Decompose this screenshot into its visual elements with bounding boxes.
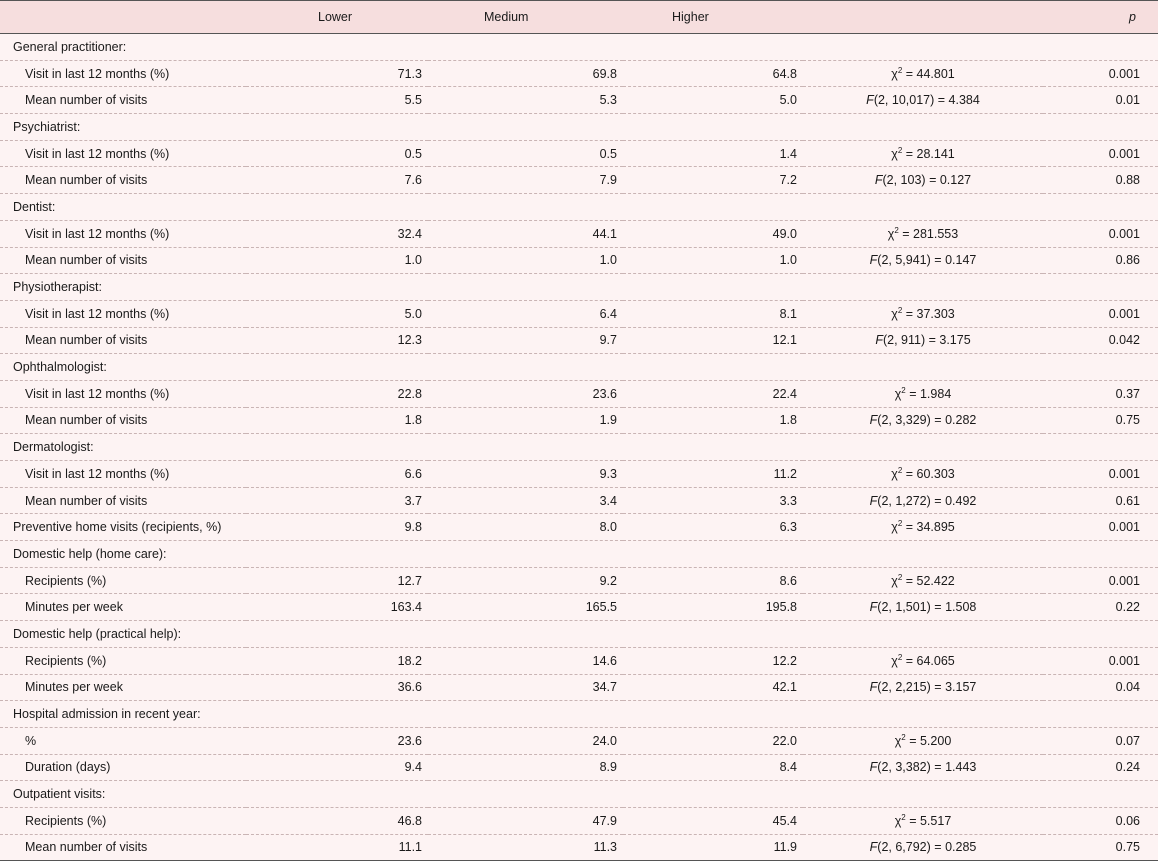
statistic-value: 0.492 <box>945 493 977 508</box>
value-higher <box>623 434 803 461</box>
value-higher: 12.1 <box>623 327 803 354</box>
test-statistic <box>803 754 1043 781</box>
p-value: 0.001 <box>1043 647 1158 674</box>
table-row <box>0 60 1158 87</box>
value-lower: 46.8 <box>246 807 428 834</box>
section-row <box>0 354 1158 381</box>
equals-sign: = <box>934 93 949 108</box>
test-statistic <box>803 727 1043 754</box>
p-value: 0.24 <box>1043 754 1158 781</box>
value-lower: 9.4 <box>246 754 428 781</box>
table-row <box>0 327 1158 354</box>
value-higher <box>623 274 803 301</box>
statistic-value: 34.895 <box>916 520 955 535</box>
statistic-value: 44.801 <box>916 66 955 81</box>
section-label: Preventive home visits (recipients, %) <box>0 514 246 541</box>
section-row <box>0 781 1158 808</box>
value-higher: 6.3 <box>623 514 803 541</box>
statistic-value: 5.517 <box>919 813 952 828</box>
value-higher: 1.4 <box>623 140 803 167</box>
statistic-value: 37.303 <box>916 306 955 321</box>
chi-square-symbol: $\chi^2$ <box>887 225 899 241</box>
value-medium: 14.6 <box>428 647 623 674</box>
f-symbol: F <box>869 760 878 775</box>
row-label: Mean number of visits <box>0 327 246 354</box>
value-higher: 8.4 <box>623 754 803 781</box>
equals-sign: = <box>902 146 917 161</box>
test-statistic <box>803 300 1043 327</box>
value-higher: 12.2 <box>623 647 803 674</box>
value-medium: 5.3 <box>428 87 623 114</box>
table-row <box>0 567 1158 594</box>
value-lower <box>246 274 428 301</box>
degrees-of-freedom: (2, 6,792) <box>877 840 931 855</box>
row-label: Minutes per week <box>0 674 246 701</box>
equals-sign: = <box>930 600 946 615</box>
test-statistic <box>803 114 1043 141</box>
p-value: 0.04 <box>1043 674 1158 701</box>
row-label: Duration (days) <box>0 754 246 781</box>
test-statistic <box>803 807 1043 834</box>
value-higher <box>623 34 803 61</box>
statistic-value: 0.127 <box>939 173 972 188</box>
degrees-of-freedom: (2, 1,272) <box>877 493 931 508</box>
statistic-value: 5.200 <box>919 733 952 748</box>
equals-sign: = <box>905 733 920 748</box>
p-value <box>1043 194 1158 221</box>
chi-square-symbol: $\chi^2$ <box>891 572 903 588</box>
section-row <box>0 34 1158 61</box>
table-row <box>0 834 1158 861</box>
section-label: Domestic help (home care): <box>0 541 246 568</box>
test-statistic <box>803 274 1043 301</box>
chi-square-symbol: $\chi^2$ <box>891 305 903 321</box>
header-empty-cell <box>0 1 246 34</box>
chi-square-symbol: $\chi^2$ <box>891 65 903 81</box>
row-label: Visit in last 12 months (%) <box>0 140 246 167</box>
p-value: 0.75 <box>1043 834 1158 861</box>
p-value <box>1043 114 1158 141</box>
value-medium: 47.9 <box>428 807 623 834</box>
value-higher <box>623 541 803 568</box>
value-medium: 3.4 <box>428 487 623 514</box>
value-lower: 6.6 <box>246 461 428 488</box>
test-statistic <box>803 60 1043 87</box>
value-higher: 7.2 <box>623 167 803 194</box>
section-label: Physiotherapist: <box>0 274 246 301</box>
equals-sign: = <box>902 653 917 668</box>
p-value: 0.75 <box>1043 407 1158 434</box>
row-label: Mean number of visits <box>0 87 246 114</box>
value-lower: 1.0 <box>246 247 428 274</box>
statistic-value: 3.175 <box>939 333 971 348</box>
test-statistic <box>803 34 1043 61</box>
degrees-of-freedom: (2, 5,941) <box>877 253 931 268</box>
table-row <box>0 220 1158 247</box>
section-label: Psychiatrist: <box>0 114 246 141</box>
equals-sign: = <box>905 386 920 401</box>
chi-square-symbol: $\chi^2$ <box>894 732 906 748</box>
value-medium: 9.3 <box>428 461 623 488</box>
value-lower: 11.1 <box>246 834 428 861</box>
p-value: 0.01 <box>1043 87 1158 114</box>
statistic-value: 3.157 <box>945 680 977 695</box>
row-label: Recipients (%) <box>0 647 246 674</box>
value-medium <box>428 701 623 728</box>
value-lower: 23.6 <box>246 727 428 754</box>
value-higher <box>623 354 803 381</box>
value-lower: 9.8 <box>246 514 428 541</box>
value-lower <box>246 434 428 461</box>
section-label: Outpatient visits: <box>0 781 246 808</box>
table-body <box>0 34 1158 861</box>
f-symbol: F <box>869 253 878 268</box>
value-higher: 8.1 <box>623 300 803 327</box>
table-row <box>0 380 1158 407</box>
header-p: p <box>1043 1 1158 34</box>
statistic-value: 0.282 <box>945 413 977 428</box>
test-statistic <box>803 87 1043 114</box>
table-row <box>0 727 1158 754</box>
section-label: Hospital admission in recent year: <box>0 701 246 728</box>
equals-sign: = <box>930 840 946 855</box>
chi-square-symbol: $\chi^2$ <box>891 519 903 535</box>
row-label: Visit in last 12 months (%) <box>0 60 246 87</box>
value-higher: 5.0 <box>623 87 803 114</box>
value-higher: 22.0 <box>623 727 803 754</box>
row-label: Mean number of visits <box>0 167 246 194</box>
value-higher <box>623 701 803 728</box>
table-row <box>0 461 1158 488</box>
row-label: Mean number of visits <box>0 407 246 434</box>
row-label: Mean number of visits <box>0 487 246 514</box>
statistic-value: 281.553 <box>913 226 959 241</box>
value-higher: 42.1 <box>623 674 803 701</box>
row-label: Visit in last 12 months (%) <box>0 380 246 407</box>
test-statistic <box>803 327 1043 354</box>
test-statistic <box>803 354 1043 381</box>
f-symbol: F <box>869 413 878 428</box>
p-value: 0.001 <box>1043 220 1158 247</box>
p-value: 0.001 <box>1043 60 1158 87</box>
value-medium <box>428 434 623 461</box>
table-row <box>0 407 1158 434</box>
section-label: Ophthalmologist: <box>0 354 246 381</box>
value-medium <box>428 781 623 808</box>
row-label: Recipients (%) <box>0 567 246 594</box>
value-lower: 22.8 <box>246 380 428 407</box>
degrees-of-freedom: (2, 3,329) <box>877 413 931 428</box>
equals-sign: = <box>925 333 940 348</box>
f-symbol: F <box>869 493 878 508</box>
value-higher <box>623 781 803 808</box>
section-row <box>0 194 1158 221</box>
p-value: 0.001 <box>1043 567 1158 594</box>
table-row <box>0 300 1158 327</box>
value-medium: 6.4 <box>428 300 623 327</box>
section-label: Domestic help (practical help): <box>0 621 246 648</box>
value-higher: 64.8 <box>623 60 803 87</box>
p-value: 0.61 <box>1043 487 1158 514</box>
table-row <box>0 167 1158 194</box>
section-row <box>0 114 1158 141</box>
value-medium <box>428 34 623 61</box>
test-statistic <box>803 541 1043 568</box>
value-lower <box>246 541 428 568</box>
p-value: 0.86 <box>1043 247 1158 274</box>
test-statistic <box>803 380 1043 407</box>
value-medium: 11.3 <box>428 834 623 861</box>
test-statistic <box>803 247 1043 274</box>
value-lower: 163.4 <box>246 594 428 621</box>
statistic-value: 28.141 <box>916 146 955 161</box>
value-medium <box>428 354 623 381</box>
value-higher: 45.4 <box>623 807 803 834</box>
header-lower: Lower <box>246 1 428 34</box>
degrees-of-freedom: (2, 3,382) <box>877 760 931 775</box>
row-label: % <box>0 727 246 754</box>
p-value: 0.06 <box>1043 807 1158 834</box>
value-higher: 22.4 <box>623 380 803 407</box>
table-row <box>0 87 1158 114</box>
header-statistic <box>803 1 1043 34</box>
row-label: Visit in last 12 months (%) <box>0 220 246 247</box>
value-lower: 12.7 <box>246 567 428 594</box>
table-row <box>0 247 1158 274</box>
value-medium <box>428 541 623 568</box>
value-medium <box>428 114 623 141</box>
equals-sign: = <box>930 760 946 775</box>
value-higher <box>623 114 803 141</box>
f-symbol: F <box>869 680 878 695</box>
value-medium <box>428 274 623 301</box>
p-value <box>1043 274 1158 301</box>
section-row <box>0 621 1158 648</box>
degrees-of-freedom: (2, 1,501) <box>877 600 931 615</box>
test-statistic <box>803 781 1043 808</box>
value-higher: 11.2 <box>623 461 803 488</box>
statistic-value: 1.984 <box>919 386 952 401</box>
value-lower: 5.0 <box>246 300 428 327</box>
value-higher <box>623 621 803 648</box>
value-medium: 44.1 <box>428 220 623 247</box>
table-row <box>0 647 1158 674</box>
chi-square-symbol: $\chi^2$ <box>891 145 903 161</box>
value-higher <box>623 194 803 221</box>
chi-square-symbol: $\chi^2$ <box>891 652 903 668</box>
value-lower: 12.3 <box>246 327 428 354</box>
test-statistic <box>803 674 1043 701</box>
table-row <box>0 807 1158 834</box>
p-value: 0.88 <box>1043 167 1158 194</box>
value-lower: 71.3 <box>246 60 428 87</box>
equals-sign: = <box>902 573 917 588</box>
p-value: 0.042 <box>1043 327 1158 354</box>
f-symbol: F <box>866 93 874 108</box>
chi-square-symbol: $\chi^2$ <box>891 465 903 481</box>
value-lower <box>246 194 428 221</box>
test-statistic <box>803 701 1043 728</box>
equals-sign: = <box>905 813 920 828</box>
p-value <box>1043 541 1158 568</box>
statistic-value: 4.384 <box>948 93 980 108</box>
p-value <box>1043 434 1158 461</box>
statistic-value: 0.147 <box>945 253 977 268</box>
row-label: Recipients (%) <box>0 807 246 834</box>
header-medium: Medium <box>428 1 623 34</box>
test-statistic <box>803 594 1043 621</box>
value-lower <box>246 701 428 728</box>
degrees-of-freedom: (2, 10,017) <box>873 93 935 108</box>
chi-square-symbol: $\chi^2$ <box>894 812 906 828</box>
p-value: 0.22 <box>1043 594 1158 621</box>
value-lower: 1.8 <box>246 407 428 434</box>
row-label: Visit in last 12 months (%) <box>0 461 246 488</box>
row-label: Minutes per week <box>0 594 246 621</box>
row-label: Mean number of visits <box>0 834 246 861</box>
value-lower: 3.7 <box>246 487 428 514</box>
chi-square-symbol: $\chi^2$ <box>894 385 906 401</box>
f-symbol: F <box>874 173 883 188</box>
value-higher: 11.9 <box>623 834 803 861</box>
value-lower <box>246 34 428 61</box>
p-value <box>1043 354 1158 381</box>
value-lower: 32.4 <box>246 220 428 247</box>
test-statistic <box>803 487 1043 514</box>
p-value: 0.001 <box>1043 461 1158 488</box>
value-medium: 8.0 <box>428 514 623 541</box>
statistic-value: 1.508 <box>945 600 977 615</box>
degrees-of-freedom: (2, 2,215) <box>877 680 931 695</box>
p-value <box>1043 701 1158 728</box>
row-label: Visit in last 12 months (%) <box>0 300 246 327</box>
value-medium: 8.9 <box>428 754 623 781</box>
value-medium: 0.5 <box>428 140 623 167</box>
test-statistic <box>803 461 1043 488</box>
test-statistic <box>803 834 1043 861</box>
section-row <box>0 541 1158 568</box>
value-lower <box>246 354 428 381</box>
table-row <box>0 674 1158 701</box>
value-medium: 23.6 <box>428 380 623 407</box>
value-medium: 1.9 <box>428 407 623 434</box>
statistic-value: 0.285 <box>945 840 977 855</box>
test-statistic <box>803 220 1043 247</box>
equals-sign: = <box>930 680 946 695</box>
value-higher: 195.8 <box>623 594 803 621</box>
value-lower: 18.2 <box>246 647 428 674</box>
equals-sign: = <box>902 520 917 535</box>
header-higher: Higher <box>623 1 803 34</box>
value-medium: 24.0 <box>428 727 623 754</box>
value-medium <box>428 621 623 648</box>
table-row <box>0 487 1158 514</box>
header-row <box>0 1 1158 34</box>
section-row <box>0 514 1158 541</box>
value-medium: 9.2 <box>428 567 623 594</box>
equals-sign: = <box>902 66 917 81</box>
value-medium: 9.7 <box>428 327 623 354</box>
p-value: 0.001 <box>1043 140 1158 167</box>
degrees-of-freedom: (2, 103) <box>882 173 926 188</box>
value-lower: 0.5 <box>246 140 428 167</box>
p-value: 0.001 <box>1043 300 1158 327</box>
table-row <box>0 754 1158 781</box>
value-lower: 5.5 <box>246 87 428 114</box>
test-statistic <box>803 140 1043 167</box>
section-label: General practitioner: <box>0 34 246 61</box>
f-symbol: F <box>869 840 878 855</box>
p-value: 0.001 <box>1043 514 1158 541</box>
value-lower: 7.6 <box>246 167 428 194</box>
value-lower <box>246 781 428 808</box>
value-higher: 3.3 <box>623 487 803 514</box>
p-value <box>1043 34 1158 61</box>
test-statistic <box>803 167 1043 194</box>
value-medium: 165.5 <box>428 594 623 621</box>
equals-sign: = <box>930 253 946 268</box>
value-medium: 69.8 <box>428 60 623 87</box>
test-statistic <box>803 567 1043 594</box>
equals-sign: = <box>930 413 946 428</box>
degrees-of-freedom: (2, 911) <box>882 333 926 348</box>
equals-sign: = <box>925 173 940 188</box>
test-statistic <box>803 194 1043 221</box>
value-higher: 1.8 <box>623 407 803 434</box>
f-symbol: F <box>869 600 878 615</box>
value-medium: 1.0 <box>428 247 623 274</box>
section-row <box>0 701 1158 728</box>
p-value <box>1043 781 1158 808</box>
p-value: 0.37 <box>1043 380 1158 407</box>
value-higher: 8.6 <box>623 567 803 594</box>
statistic-value: 1.443 <box>945 760 977 775</box>
row-label: Mean number of visits <box>0 247 246 274</box>
f-symbol: F <box>875 333 883 348</box>
statistic-value: 60.303 <box>916 466 955 481</box>
test-statistic <box>803 434 1043 461</box>
value-lower <box>246 621 428 648</box>
value-higher: 49.0 <box>623 220 803 247</box>
table-row <box>0 140 1158 167</box>
section-row <box>0 434 1158 461</box>
equals-sign: = <box>902 306 917 321</box>
section-row <box>0 274 1158 301</box>
table-row <box>0 594 1158 621</box>
p-value <box>1043 621 1158 648</box>
value-medium <box>428 194 623 221</box>
value-medium: 7.9 <box>428 167 623 194</box>
test-statistic <box>803 621 1043 648</box>
section-label: Dermatologist: <box>0 434 246 461</box>
test-statistic <box>803 514 1043 541</box>
value-lower: 36.6 <box>246 674 428 701</box>
value-higher: 1.0 <box>623 247 803 274</box>
statistic-value: 64.065 <box>916 653 955 668</box>
equals-sign: = <box>898 226 914 241</box>
section-label: Dentist: <box>0 194 246 221</box>
statistic-value: 52.422 <box>916 573 955 588</box>
test-statistic <box>803 407 1043 434</box>
value-lower <box>246 114 428 141</box>
test-statistic <box>803 647 1043 674</box>
value-medium: 34.7 <box>428 674 623 701</box>
p-value: 0.07 <box>1043 727 1158 754</box>
equals-sign: = <box>930 493 946 508</box>
equals-sign: = <box>902 466 917 481</box>
